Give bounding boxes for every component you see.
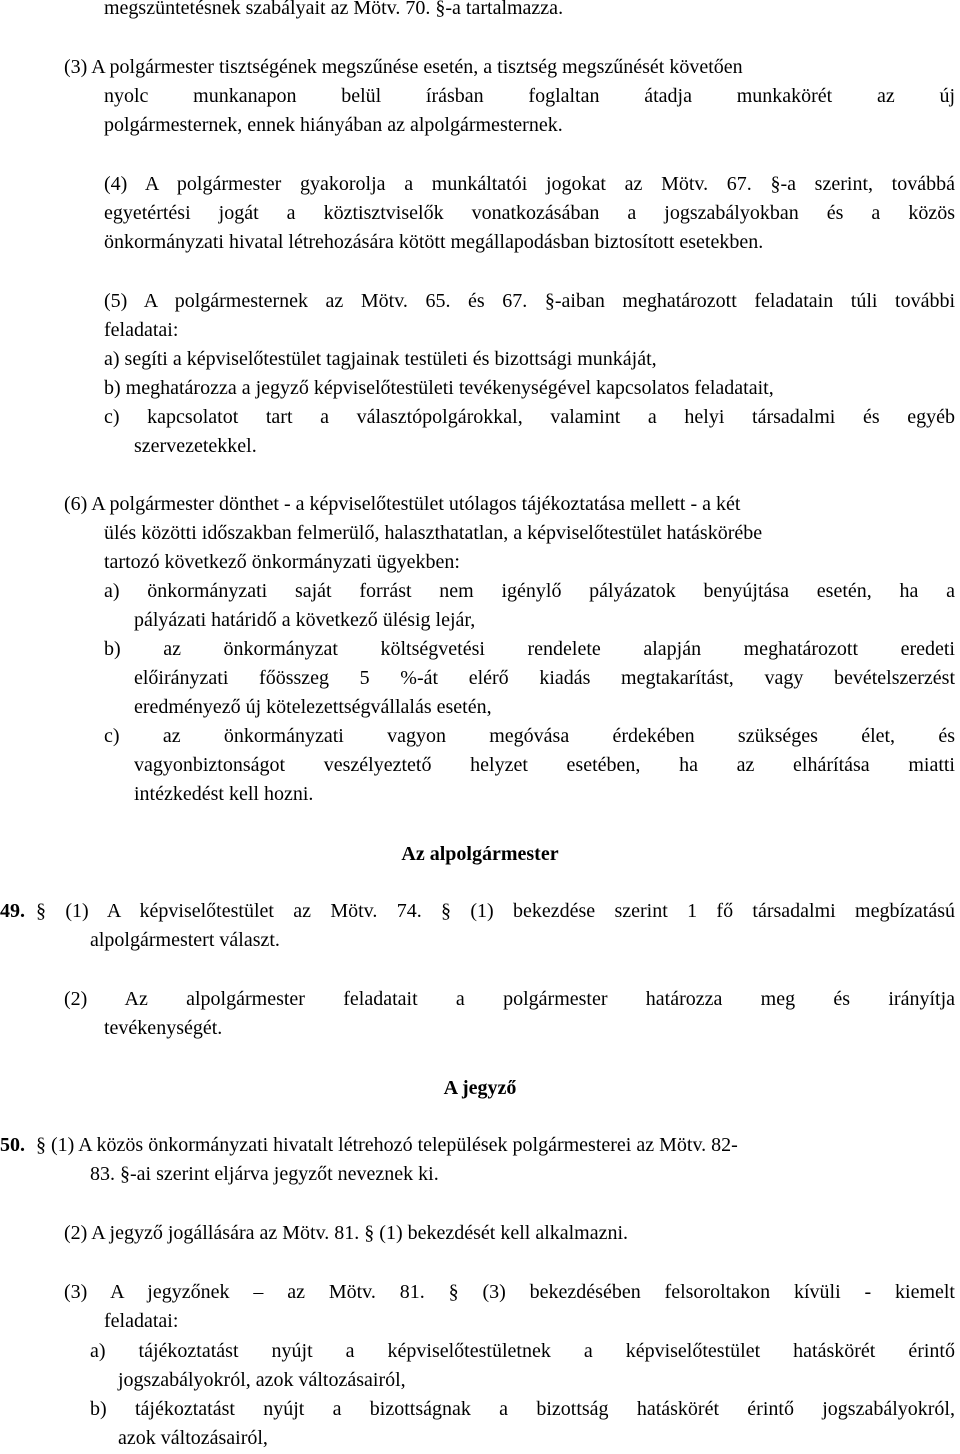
paragraph-3-line-2: nyolc munkanapon belül írásban foglaltan átadja munkakörét az új: [104, 85, 955, 107]
section-50-item-b-line-1: b) tájékoztatást nyújt a bizottságnak a bizottság hatáskörét érintő jogszabályokról,: [90, 1398, 955, 1420]
paragraph-3-line-3: polgármesternek, ennek hiányában az alpolgármesternek.: [104, 114, 563, 136]
paragraph-6-item-c-line-3: intézkedést kell hozni.: [134, 783, 314, 805]
section-50-line-1: § (1) A közös önkormányzati hivatalt létrehozó települések polgármesterei az Mötv. 82-: [36, 1134, 738, 1156]
section-number-50: 50.: [0, 1134, 25, 1156]
paragraph-5-item-c-line-2: szervezetekkel.: [134, 435, 257, 457]
section-heading-jegyzo: A jegyző: [443, 1077, 517, 1099]
section-50-item-a-line-1: a) tájékoztatást nyújt a képviselőtestületnek a képviselőtestület hatáskörét érintő: [90, 1340, 955, 1362]
section-50-item-b-line-2: azok változásairól,: [118, 1427, 268, 1449]
paragraph-5-item-b: b) meghatározza a jegyző képviselőtestületi tevékenységével kapcsolatos feladatait,: [104, 377, 774, 399]
section-49-para-2-line-1: (2) Az alpolgármester feladatait a polgármester határozza meg és irányítja: [64, 988, 955, 1010]
paragraph-3-line-1: (3) A polgármester tisztségének megszűnése esetén, a tisztség megszűnését követően: [64, 56, 743, 78]
text-line: megszüntetésnek szabályait az Mötv. 70. §-a tartalmazza.: [104, 0, 564, 19]
paragraph-6-item-c-line-2: vagyonbiztonságot veszélyeztető helyzet esetében, ha az elhárítása miatti: [134, 754, 955, 776]
paragraph-6-item-a-line-1: a) önkormányzati saját forrást nem igénylő pályázatok benyújtása esetén, ha a: [104, 580, 955, 602]
section-50-item-a-line-2: jogszabályokról, azok változásairól,: [118, 1369, 406, 1391]
paragraph-6-line-2: ülés közötti időszakban felmerülő, halaszthatatlan, a képviselőtestület hatáskörébe: [104, 522, 763, 544]
section-49-line-2: alpolgármestert választ.: [90, 929, 280, 951]
paragraph-4-line-2: egyetértési jogát a köztisztviselők vonatkozásában a jogszabályokban és a közös: [104, 202, 955, 224]
paragraph-6-item-c-line-1: c) az önkormányzati vagyon megóvása érdekében szükséges élet, és: [104, 725, 955, 747]
section-50-para-3-line-2: feladatai:: [104, 1310, 179, 1332]
paragraph-4-line-3: önkormányzati hivatal létrehozására kötött megállapodásban biztosított esetekben.: [104, 231, 764, 253]
section-50-para-2: (2) A jegyző jogállására az Mötv. 81. § (1) bekezdését kell alkalmazni.: [64, 1222, 629, 1244]
section-50-line-2: 83. §-ai szerint eljárva jegyzőt neveznek ki.: [90, 1163, 439, 1185]
paragraph-5-item-c-line-1: c) kapcsolatot tart a választópolgárokkal, valamint a helyi társadalmi és egyéb: [104, 406, 955, 428]
paragraph-5-item-a: a) segíti a képviselőtestület tagjainak testületi és bizottsági munkáját,: [104, 348, 657, 370]
paragraph-6-item-b-line-2: előirányzati főösszeg 5 %-át elérő kiadás megtakarítást, vagy bevételszerzést: [134, 667, 955, 689]
paragraph-5-line-2: feladatai:: [104, 319, 179, 341]
paragraph-6-line-3: tartozó következő önkormányzati ügyekben:: [104, 551, 460, 573]
paragraph-6-line-1: (6) A polgármester dönthet - a képviselőtestület utólagos tájékoztatása mellett - a két: [64, 493, 741, 515]
section-50-para-3-line-1: (3) A jegyzőnek – az Mötv. 81. § (3) bekezdésében felsoroltakon kívüli - kiemelt: [64, 1281, 955, 1303]
section-number-49: 49.: [0, 900, 25, 922]
paragraph-5-line-1: (5) A polgármesternek az Mötv. 65. és 67. §-aiban meghatározott feladatain túli további: [104, 290, 955, 312]
section-49-para-2-line-2: tevékenységét.: [104, 1017, 223, 1039]
paragraph-6-item-b-line-1: b) az önkormányzat költségvetési rendelete alapján meghatározott eredeti: [104, 638, 955, 660]
paragraph-6-item-a-line-2: pályázati határidő a következő ülésig lejár,: [134, 609, 476, 631]
section-49-line-1: § (1) A képviselőtestület az Mötv. 74. § (1) bekezdése szerint 1 fő társadalmi megbízatású: [36, 900, 955, 922]
section-heading-alpolgarmester: Az alpolgármester: [401, 843, 559, 865]
paragraph-4-line-1: (4) A polgármester gyakorolja a munkáltatói jogokat az Mötv. 67. §-a szerint, továbbá: [104, 173, 955, 195]
paragraph-6-item-b-line-3: eredményező új kötelezettségvállalás esetén,: [134, 696, 492, 718]
